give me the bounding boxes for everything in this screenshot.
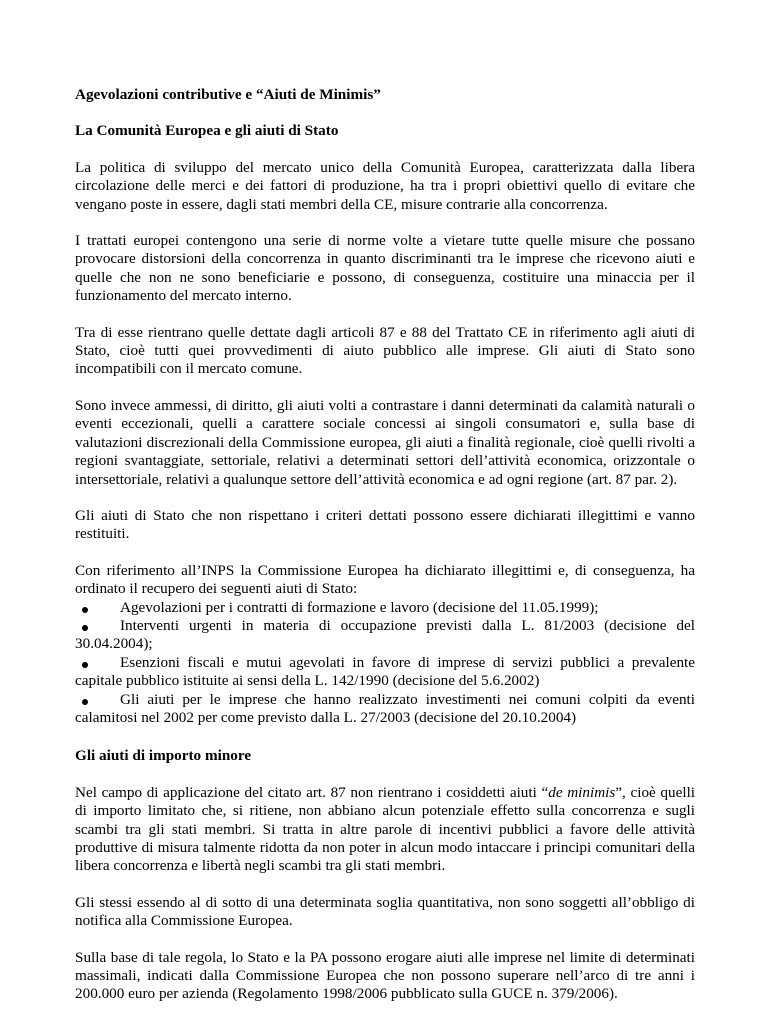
paragraph: Sulla base di tale regola, lo Stato e la PA possono erogare aiuti alle imprese nel limite di determinati massimali, indicati dalla Commissione Europea che non possono superare nell’arco di tre anni i 200.000 euro per azienda (Regolamento 1998/2006 pubblicato sulla GUCE n. 379/2006).: [75, 948, 695, 1003]
list-item: [75, 617, 695, 654]
list-item: [75, 691, 695, 728]
recovered-aid-list: [75, 599, 695, 728]
paragraph-text: Nel campo di applicazione del citato art. 87 non rientrano i cosiddetti aiuti “: [75, 783, 549, 801]
paragraph: La politica di sviluppo del mercato unico della Comunità Europea, caratterizzata dalla libera circolazione delle merci e dei fattori di produzione, ha tra i propri obiettivi quello di evitare che vengano poste in essere, dagli stati membri della CE, misure contrarie alla concorrenza.: [75, 158, 695, 213]
bullet-icon: [82, 625, 88, 631]
bullet-icon: [82, 662, 88, 668]
de-minimis-term: de minimis: [548, 783, 616, 801]
list-item: [75, 654, 695, 691]
list-item-text: Gli aiuti per le imprese che hanno realizzato investimenti nei comuni colpiti da eventi calamitosi nel 2002 per come previsto dalla L. 27/2003 (decisione del 20.10.2004): [75, 690, 695, 726]
document-title: Agevolazioni contributive e “Aiuti de Minimis”: [75, 86, 381, 103]
section-heading-minor-aid: Gli aiuti di importo minore: [75, 747, 252, 765]
document-page: [75, 86, 695, 1022]
paragraph: Gli stessi essendo al di sotto di una determinata soglia quantitativa, non sono soggetti all’obbligo di notifica alla Commissione Europea.: [75, 893, 695, 930]
bullet-icon: [82, 607, 88, 613]
paragraph-text: ”, cioè quelli di importo limitato che, si ritiene, non abbiano alcun potenziale effetto sulla concorrenza e sugli scambi tra gli stati membri. Si tratta in altre parole di incentivi pubblici a favore delle attività produttive di misura talmente ridotta da non poter in alcun modo intaccare i principi comunitari della libera concorrenza e libertà negli scambi tra gli stati membri.: [75, 783, 696, 875]
paragraph: I trattati europei contengono una serie di norme volte a vietare tutte quelle misure che possano provocare distorsioni della concorrenza in quanto discriminanti tra le imprese che ricevono aiuti e quelle che non ne sono beneficiarie e possono, di conseguenza, costituire una minaccia per il funzionamento del mercato interno.: [75, 232, 695, 305]
list-item: [75, 599, 695, 617]
bullet-icon: [82, 699, 88, 705]
section-heading-eu-state-aid: La Comunità Europea e gli aiuti di Stato: [75, 122, 339, 140]
list-item-text: Agevolazioni per i contratti di formazione e lavoro (decisione del 11.05.1999);: [120, 598, 599, 616]
list-item-text: Esenzioni fiscali e mutui agevolati in favore di imprese di servizi pubblici a prevalente capitale pubblico istituite ai sensi della L. 142/1990 (decisione del 5.6.2002): [75, 653, 695, 690]
list-intro: Con riferimento all’INPS la Commissione Europea ha dichiarato illegittimi e, di conseguenza, ha ordinato il recupero dei seguenti aiuti di Stato:: [75, 561, 695, 598]
paragraph: Sono invece ammessi, di diritto, gli aiuti volti a contrastare i danni determinati da calamità naturali o eventi eccezionali, quelli a carattere sociale concessi ai singoli consumatori e, sulla base di valutazioni discrezionali della Commissione europea, gli aiuti a finalità regionale, cioè quelli rivolti a regioni svantaggiate, settoriale, relativi a determinati settori dell’attività economica, orizzontale o intersettoriale, relativi a qualunque settore dell’attività economica e ad ogni regione (art. 87 par. 2).: [75, 396, 695, 488]
paragraph: Tra di esse rientrano quelle dettate dagli articoli 87 e 88 del Trattato CE in riferimento agli aiuti di Stato, cioè tutti quei provvedimenti di aiuto pubblico alle imprese. Gli aiuti di Stato sono incompatibili con il mercato comune.: [75, 323, 695, 378]
paragraph: Gli aiuti di Stato che non rispettano i criteri dettati possono essere dichiarati illegittimi e vanno restituiti.: [75, 506, 695, 543]
paragraph: [75, 784, 695, 876]
list-item-text: Interventi urgenti in materia di occupazione previsti dalla L. 81/2003 (decisione del 30.04.2004);: [75, 616, 695, 653]
